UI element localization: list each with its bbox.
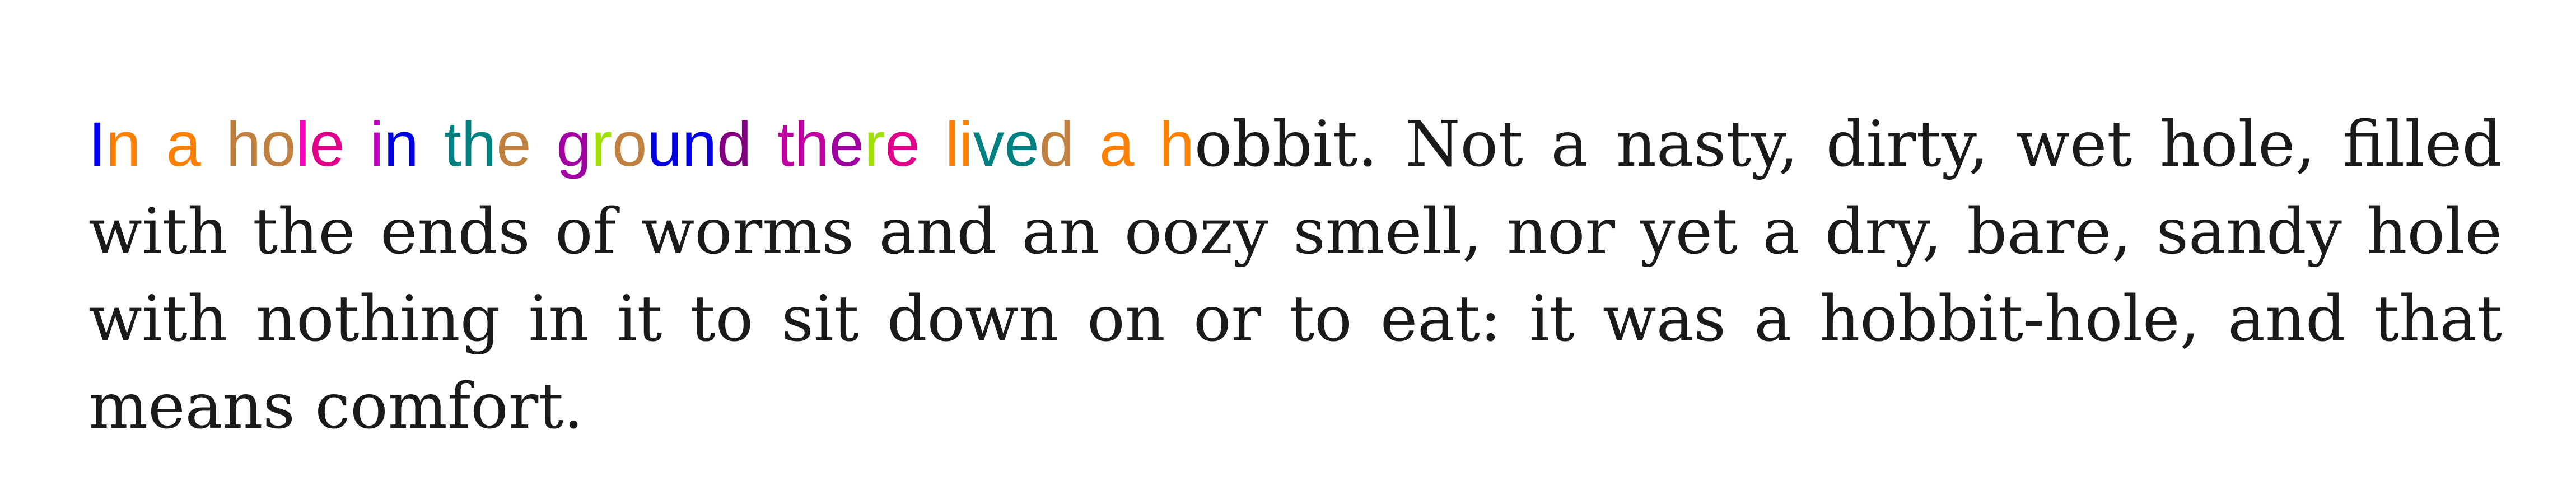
colored-segment: l <box>296 109 310 179</box>
colored-segment: h <box>1159 109 1194 179</box>
colored-segment: e <box>496 109 557 179</box>
colored-opening-run <box>88 109 1194 179</box>
colored-segment: r <box>591 109 613 179</box>
paragraph-remainder: obbit. Not a nasty, dirty, wet hole, filled with the ends of worms and an oozy smell, nor yet a dry, bare, sandy hole with nothing in it to sit down on or to eat: it was a hobbit-hole, and that means comfort. <box>88 108 2503 443</box>
colored-segment: n <box>106 109 166 179</box>
colored-segment: u <box>647 109 682 179</box>
colored-segment: n <box>384 109 444 179</box>
colored-segment: e <box>885 109 945 179</box>
colored-segment: th <box>777 109 829 179</box>
colored-segment: a <box>1099 109 1160 179</box>
hobbit-paragraph <box>88 101 2502 450</box>
colored-segment: th <box>444 109 497 179</box>
colored-segment: e <box>829 109 865 179</box>
colored-segment: o <box>261 109 296 179</box>
colored-segment: e <box>310 109 370 179</box>
colored-segment: a <box>166 109 226 179</box>
colored-segment: n <box>682 109 717 179</box>
colored-segment: r <box>864 109 885 179</box>
colored-segment: h <box>226 109 262 179</box>
colored-segment: g <box>556 109 591 179</box>
colored-segment: I <box>88 109 106 179</box>
colored-segment: i <box>370 109 384 179</box>
colored-segment: d <box>717 109 777 179</box>
colored-segment: e <box>1004 109 1039 179</box>
colored-segment: d <box>1039 109 1100 179</box>
colored-segment: o <box>612 109 647 179</box>
colored-segment: v <box>973 109 1005 179</box>
colored-segment: li <box>945 109 973 179</box>
